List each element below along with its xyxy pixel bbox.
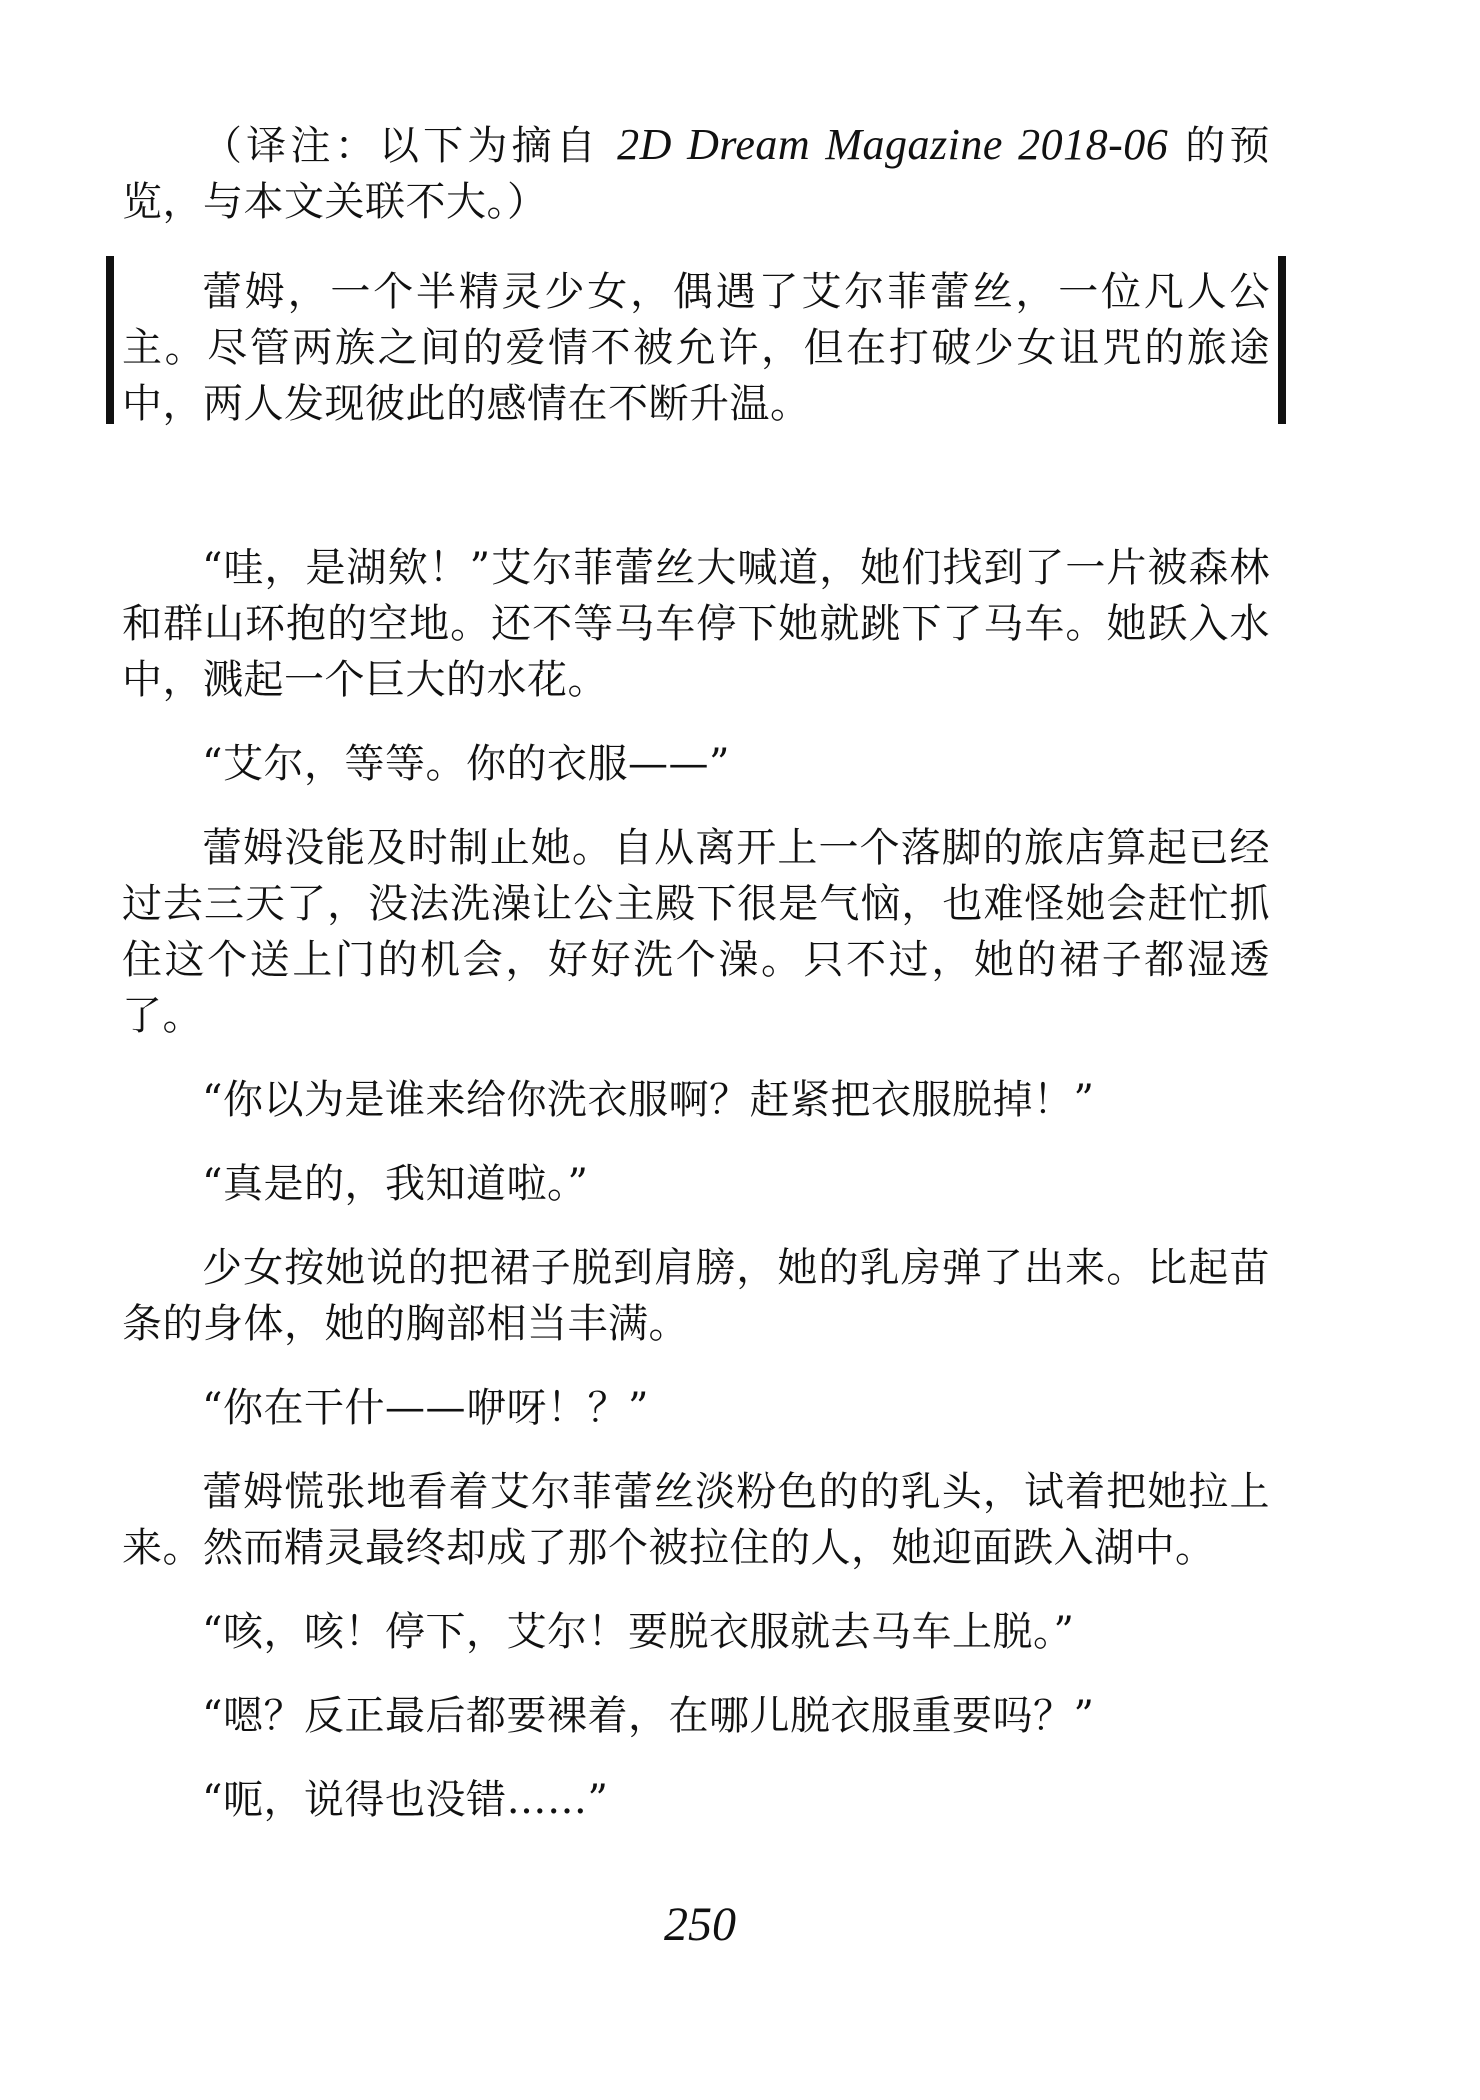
translator-note-suffix: 的预览，与本文关联不大。） — [122, 123, 1270, 225]
translator-note — [122, 117, 1270, 230]
story-paragraph: “呃，说得也没错……” — [202, 1777, 609, 1823]
synopsis-text: 蕾姆，一个半精灵少女，偶遇了艾尔菲蕾丝，一位凡人公主。尽管两族之间的爱情不被允许，但在打破少女诅咒的旅途中，两人发现彼此的感情在不断升温。 — [122, 269, 1270, 427]
story-paragraph: 少女按她说的把裙子脱到肩膀，她的乳房弹了出来。比起苗条的身体，她的胸部相当丰满。 — [122, 1245, 1270, 1347]
story-paragraph: “嗯？反正最后都要裸着，在哪儿脱衣服重要吗？” — [202, 1693, 1095, 1739]
story-paragraph: “你在干什——咿呀！？” — [202, 1385, 649, 1431]
page-number: 250 — [664, 1898, 736, 1951]
translator-note-prefix: （译注：以下为摘自 — [202, 123, 618, 169]
translator-note-paragraph — [122, 117, 1270, 230]
story-paragraph: “咳，咳！停下，艾尔！要脱衣服就去马车上脱。” — [202, 1609, 1075, 1655]
synopsis-block — [122, 264, 1270, 432]
story-paragraph: 蕾姆没能及时制止她。自从离开上一个落脚的旅店算起已经过去三天了，没法洗澡让公主殿下很是气恼，也难怪她会赶忙抓住这个送上门的机会，好好洗个澡。只不过，她的裙子都湿透了。 — [122, 825, 1270, 1039]
story-paragraph: “你以为是谁来给你洗衣服啊？赶紧把衣服脱掉！” — [202, 1077, 1095, 1123]
magazine-title: 2D Dream Magazine 2018-06 — [617, 120, 1169, 169]
story-paragraph: “哇，是湖欸！”艾尔菲蕾丝大喊道，她们找到了一片被森林和群山环抱的空地。还不等马车停下她就跳下了马车。她跃入水中，溅起一个巨大的水花。 — [122, 545, 1270, 703]
story-paragraph: “艾尔，等等。你的衣服——” — [202, 741, 730, 787]
story-text — [122, 540, 1270, 1856]
story-paragraph: “真是的，我知道啦。” — [202, 1161, 589, 1207]
story-paragraph: 蕾姆慌张地看着艾尔菲蕾丝淡粉色的的乳头，试着把她拉上来。然而精灵最终却成了那个被拉住的人，她迎面跌入湖中。 — [122, 1469, 1270, 1571]
